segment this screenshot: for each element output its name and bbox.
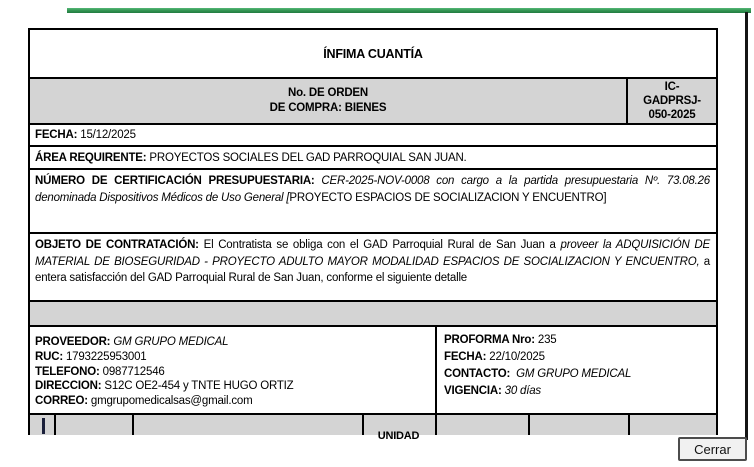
correo-label: CORREO: — [35, 395, 88, 408]
fecha-label: FECHA: — [35, 129, 78, 141]
items-column-divider — [132, 415, 134, 435]
right-edge-line — [745, 12, 748, 440]
certificacion-project: PROYECTO ESPACIOS DE SOCIALIZACION Y ENCUENTRO] — [289, 192, 607, 204]
proveedor-field — [35, 335, 431, 350]
order-code-line3: 050-2025 — [648, 109, 696, 121]
telefono-label: TELEFONO: — [35, 365, 100, 378]
proveedor-cell — [30, 327, 435, 413]
telefono-field — [35, 365, 431, 380]
close-button[interactable]: Cerrar — [678, 437, 747, 461]
proforma-value: 235 — [534, 334, 557, 346]
document-title: ÍNFIMA CUANTÍA — [323, 46, 423, 61]
order-header-row — [30, 77, 716, 123]
proforma-fecha-field — [444, 349, 712, 366]
proforma-cell — [435, 327, 716, 413]
ruc-label: RUC: — [35, 350, 63, 363]
unidad-column-header: UNIDAD — [377, 430, 420, 442]
proforma-label: PROFORMA Nro: — [444, 334, 535, 346]
objeto-text-italic: proveer la ADQUISICIÓN DE MATERIAL DE BIOSEGURIDAD - PROYECTO ADULTO MAYOR MODALIDAD ESPACIOS DE SOCIALIZACION Y ENCUENTRO, — [35, 239, 710, 268]
order-code-line1: IC- — [664, 81, 680, 93]
objeto-contratacion-row — [30, 232, 716, 300]
proveedor-value: GM GRUPO MEDICAL — [110, 336, 229, 348]
proforma-fecha-value: 22/10/2025 — [486, 351, 545, 363]
vigencia-label: VIGENCIA: — [444, 385, 502, 397]
contacto-field — [444, 366, 712, 383]
proveedor-label: PROVEEDOR: — [35, 336, 111, 348]
items-column-divider — [435, 415, 437, 435]
area-label: ÁREA REQUIRENTE: — [35, 151, 147, 164]
certificacion-detail: CER-2025-NOV-0008 con cargo a la partida presupuestaria Nº. 73.08.26 denominada Dispositivos Médicos de Uso General [ — [35, 175, 711, 204]
vigencia-field — [444, 383, 712, 400]
correo-field — [35, 394, 431, 409]
vendor-section — [30, 325, 716, 413]
area-value: PROYECTOS SOCIALES DEL GAD PARROQUIAL SAN JUAN. — [146, 151, 467, 164]
fecha-value: 15/12/2025 — [77, 129, 136, 141]
order-label-line2: DE COMPRA: BIENES — [269, 102, 387, 114]
items-column-divider — [528, 415, 530, 435]
top-accent-line — [67, 8, 751, 13]
direccion-label: DIRECCION: — [35, 380, 102, 393]
correo-value: gmgrupomedicalsas@gmail.com — [87, 395, 253, 408]
items-table-header-partial — [30, 413, 716, 442]
objeto-text-end: a entera satisfacción del GAD Parroquial Rural de San Juan, conforme el siguiente detalle — [35, 255, 710, 284]
proforma-field — [444, 332, 712, 349]
proforma-fecha-label: FECHA: — [444, 351, 487, 363]
direccion-value: S12C OE2-454 y TNTE HUGO ORTIZ — [101, 380, 294, 393]
ruc-field — [35, 350, 431, 365]
telefono-value: 0987712546 — [99, 365, 165, 378]
contacto-value: GM GRUPO MEDICAL — [510, 368, 632, 380]
objeto-text-start: El Contratista se obliga con el GAD Parroquial Rural de San Juan a — [203, 239, 561, 251]
purchase-order-document — [28, 28, 718, 442]
order-label-line1: No. DE ORDEN — [287, 87, 369, 99]
spacer-row — [30, 300, 716, 325]
document-title-row — [30, 30, 716, 77]
certificacion-label: NÚMERO DE CERTIFICACIÓN PRESUPUESTARIA: — [35, 175, 322, 187]
fecha-row — [30, 123, 716, 145]
order-code — [626, 79, 716, 123]
certificacion-row — [30, 168, 716, 232]
direccion-field — [35, 379, 431, 394]
contacto-label: CONTACTO: — [444, 368, 511, 380]
order-code-line2: GADPRSJ- — [643, 95, 701, 107]
ruc-value: 1793225953001 — [62, 350, 147, 363]
items-column-divider — [54, 415, 56, 435]
vigencia-value: 30 días — [501, 385, 541, 397]
order-label — [30, 79, 626, 123]
items-column-divider — [628, 415, 630, 435]
clipped-glyph-mark — [42, 418, 45, 434]
objeto-label: OBJETO DE CONTRATACIÓN: — [35, 239, 204, 251]
area-requirente-row — [30, 145, 716, 168]
